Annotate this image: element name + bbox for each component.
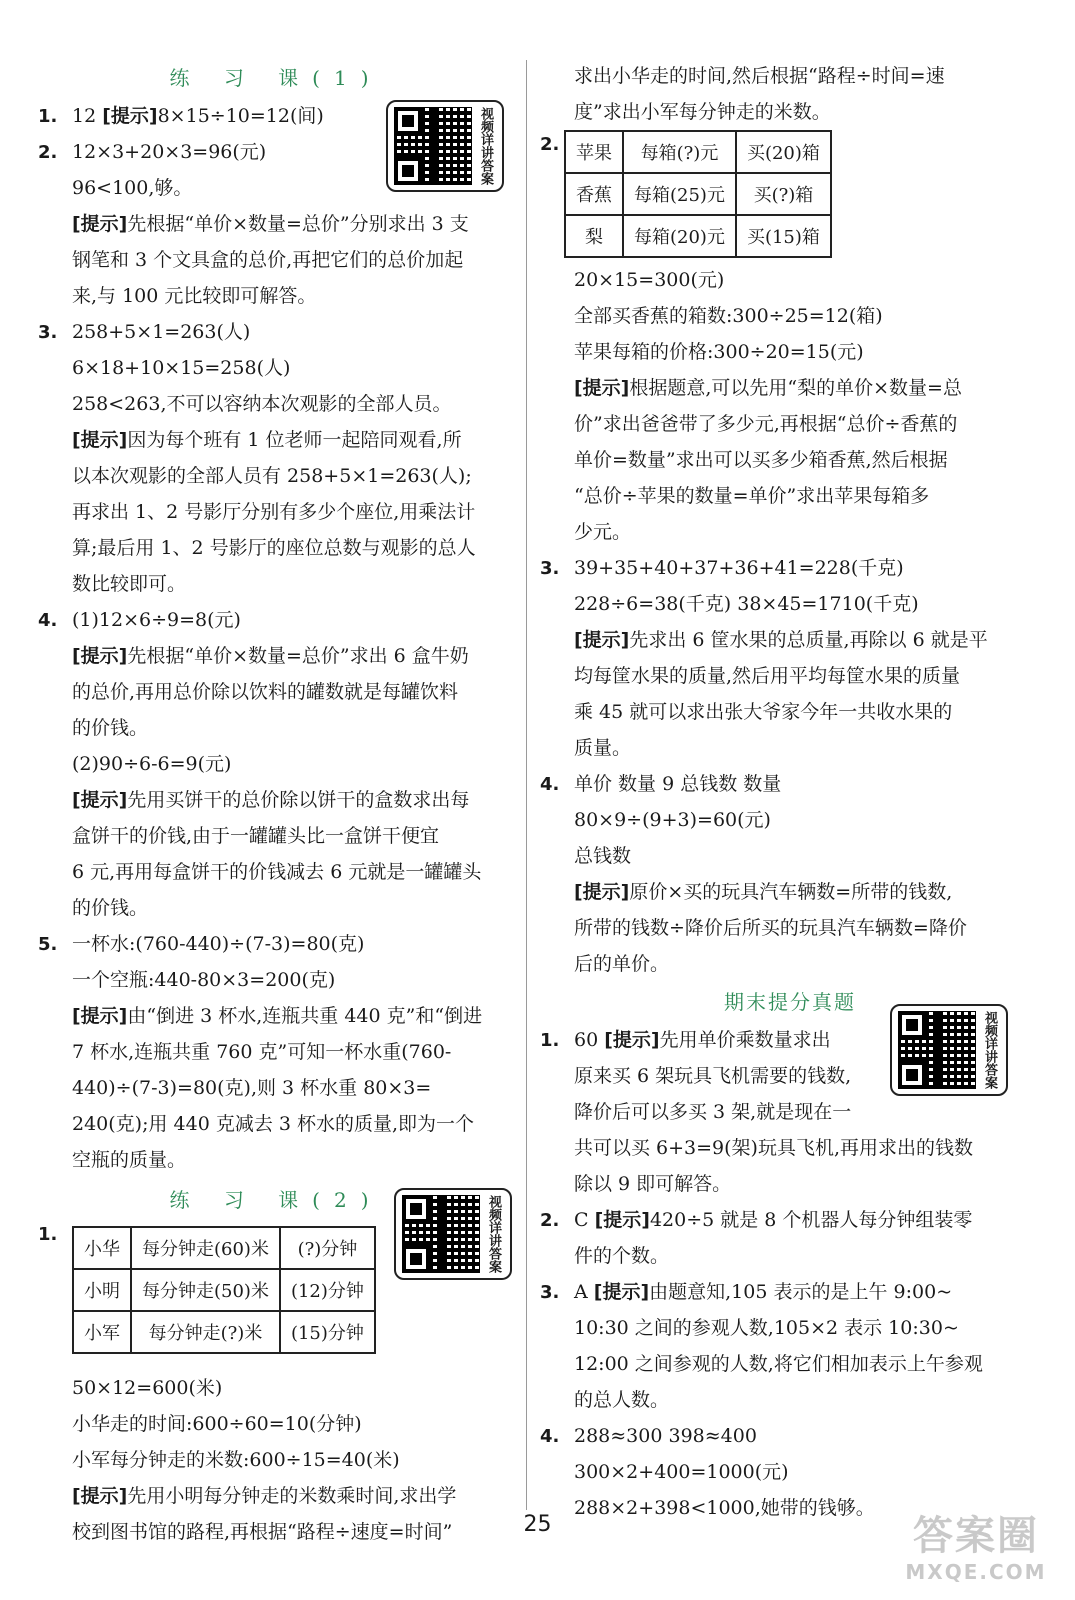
text-line	[38, 890, 514, 926]
text-line	[38, 1442, 514, 1478]
answer-text: A	[574, 1281, 594, 1303]
qr-label: 视频详讲答案	[982, 1011, 997, 1089]
text-line	[540, 1346, 1040, 1382]
hint-label: [提示]	[72, 1485, 128, 1507]
hint-label: [提示]	[72, 429, 128, 451]
answer-text: 后的单价。	[574, 953, 670, 975]
answer-text: 钢笔和 3 个文具盒的总价,再把它们的总价加起	[72, 249, 464, 271]
answer-text: 以本次观影的全部人员有 258+5×1=263(人);	[72, 465, 472, 487]
table-block	[540, 130, 1040, 262]
answer-block	[540, 1022, 1040, 1526]
text-line	[540, 730, 1040, 766]
text-line	[540, 802, 1040, 838]
answer-text: C	[574, 1209, 595, 1231]
text-line	[540, 658, 1040, 694]
answer-text: 单价 数量 9 总钱数 数量	[574, 773, 782, 795]
text-line	[38, 1034, 514, 1070]
section-title: 练 习 课(2)	[169, 1188, 383, 1212]
table-row	[565, 131, 831, 173]
table-cell: (12)分钟	[280, 1269, 375, 1311]
qr-code-icon[interactable]	[890, 1004, 1008, 1096]
text-line	[38, 710, 514, 746]
text-line	[540, 1382, 1040, 1418]
text-line	[38, 278, 514, 314]
text-line	[540, 622, 1040, 658]
column-divider	[526, 60, 527, 1510]
text-line	[540, 1310, 1040, 1346]
question-number: 1.	[38, 1224, 58, 1245]
answer-text: 总钱数	[574, 845, 632, 867]
table-cell: 小华	[73, 1227, 131, 1269]
text-line	[540, 586, 1040, 622]
table-row	[73, 1227, 375, 1269]
hint-label: [提示]	[574, 629, 630, 651]
hint-label: [提示]	[574, 377, 630, 399]
answer-text: 12×3+20×3=96(元)	[72, 141, 267, 163]
table-row	[565, 173, 831, 215]
text-line	[540, 874, 1040, 910]
text-line	[38, 746, 514, 782]
qr-pattern	[394, 107, 472, 185]
text-line	[540, 58, 1040, 94]
question-number: 2.	[540, 134, 560, 155]
text-line	[38, 494, 514, 530]
left-column	[38, 58, 514, 1550]
hint-text: 420÷5 就是 8 个机器人每分钟组装零	[649, 1209, 973, 1231]
answer-text: 共可以买 6+3=9(架)玩具飞机,再用求出的钱数	[574, 1137, 974, 1159]
answer-text: 的总人数。	[574, 1389, 670, 1411]
answer-text: 的价钱。	[72, 717, 149, 739]
table-cell: 买(20)箱	[736, 131, 831, 173]
text-line	[38, 1106, 514, 1142]
answer-text: 一个空瓶:440-80×3=200(克)	[72, 969, 336, 991]
text-line	[38, 926, 514, 962]
answer-text: 均每筐水果的质量,然后用平均每筐水果的质量	[574, 665, 961, 687]
text-line	[540, 94, 1040, 130]
hint-label: [提示]	[72, 213, 128, 235]
question-number: 5.	[38, 934, 58, 955]
watermark-logo	[891, 1512, 1061, 1592]
text-line	[38, 674, 514, 710]
table-cell: 苹果	[565, 131, 623, 173]
answer-text: 全部买香蕉的箱数:300÷25=12(箱)	[574, 305, 883, 327]
answer-text: 所带的钱数÷降价后所买的玩具汽车辆数=降价	[574, 917, 967, 939]
hint-label: [提示]	[72, 645, 128, 667]
answer-text: 240(克);用 440 克减去 3 杯水的质量,即为一个	[72, 1113, 475, 1135]
text-line	[38, 350, 514, 386]
text-line	[38, 206, 514, 242]
text-line	[38, 638, 514, 674]
answer-text: 单价=数量”求出可以买多少箱香蕉,然后根据	[574, 449, 948, 471]
question-number: 2.	[38, 142, 58, 163]
text-line	[540, 334, 1040, 370]
answer-text: 件的个数。	[574, 1245, 670, 1267]
answer-text: 来,与 100 元比较即可解答。	[72, 285, 317, 307]
qr-label: 视频详讲答案	[486, 1195, 501, 1273]
answer-text: 12	[72, 105, 103, 127]
answer-text: (2)90÷6-6=9(元)	[72, 753, 232, 775]
question-number: 4.	[540, 774, 560, 795]
answer-text: 度”求出小军每分钟走的米数。	[574, 101, 831, 123]
text-line	[38, 1142, 514, 1178]
text-line	[540, 1418, 1040, 1454]
hint-text: 先用小明每分钟走的米数乘时间,求出学	[127, 1485, 457, 1507]
answer-text: 的价钱。	[72, 897, 149, 919]
answer-text: 12:00 之间参观的人数,将它们相加表示上午参观	[574, 1353, 983, 1375]
hint-text: 先用单价乘数量求出	[659, 1029, 831, 1051]
text-line	[540, 910, 1040, 946]
text-line	[540, 694, 1040, 730]
watermark-url: MXQE.COM	[905, 1560, 1047, 1584]
answer-text: (1)12×6÷9=8(元)	[72, 609, 241, 631]
question-number: 1.	[38, 106, 58, 127]
text-line	[38, 1478, 514, 1514]
hint-text: 先根据“单价×数量=总价”求出 6 盒牛奶	[127, 645, 469, 667]
answer-text: 39+35+40+37+36+41=228(千克)	[574, 557, 904, 579]
text-line	[38, 602, 514, 638]
table-row	[565, 215, 831, 257]
table-cell: 每分钟走(50)米	[131, 1269, 280, 1311]
text-line	[540, 1166, 1040, 1202]
answer-text: 再求出 1、2 号影厅分别有多少个座位,用乘法计	[72, 501, 476, 523]
hint-text: 原价×买的玩具汽车辆数=所带的钱数,	[629, 881, 953, 903]
table-cell: (?)分钟	[280, 1227, 375, 1269]
answer-text: 288≈300 398≈400	[574, 1425, 757, 1447]
right-column	[540, 58, 1040, 1526]
answer-text: 440)÷(7-3)=80(克),则 3 杯水重 80×3=	[72, 1077, 432, 1099]
text-line	[540, 406, 1040, 442]
text-line	[38, 242, 514, 278]
question-number: 2.	[540, 1210, 560, 1231]
qr-code-icon[interactable]	[386, 100, 504, 192]
answer-text: “总价÷苹果的数量=单价”求出苹果每箱多	[574, 485, 930, 507]
table-cell: 每分钟走(?)米	[131, 1311, 280, 1353]
hint-label: [提示]	[594, 1209, 650, 1231]
text-line	[38, 1370, 514, 1406]
table-cell: 每箱(25)元	[623, 173, 736, 215]
text-line	[540, 1130, 1040, 1166]
text-line	[38, 1406, 514, 1442]
table-cell: 香蕉	[565, 173, 623, 215]
data-table	[564, 130, 832, 258]
text-line	[38, 458, 514, 494]
answer-text: 6 元,再用每盒饼干的价钱减去 6 元就是一罐罐头	[72, 861, 482, 883]
qr-label: 视频详讲答案	[478, 107, 493, 185]
qr-pattern	[898, 1011, 976, 1089]
answer-text: 空瓶的质量。	[72, 1149, 187, 1171]
text-line	[540, 370, 1040, 406]
answer-text: 质量。	[574, 737, 632, 759]
answer-text: 7 杯水,连瓶共重 760 克”可知一杯水重(760-	[72, 1041, 452, 1063]
hint-label: [提示]	[72, 1005, 128, 1027]
section-title: 期末提分真题	[724, 990, 856, 1014]
answer-text: 原来买 6 架玩具飞机需要的钱数,	[574, 1065, 852, 1087]
hint-label: [提示]	[72, 789, 128, 811]
table-cell: 每分钟走(60)米	[131, 1227, 280, 1269]
hint-text: 由“倒进 3 杯水,连瓶共重 440 克”和“倒进	[127, 1005, 483, 1027]
text-line	[38, 782, 514, 818]
text-line	[540, 1202, 1040, 1238]
answer-text: 数比较即可。	[72, 573, 187, 595]
answer-block	[540, 58, 1040, 130]
answer-text: 的总价,再用总价除以饮料的罐数就是每罐饮料	[72, 681, 459, 703]
answer-text: 价”求出爸爸带了多少元,再根据“总价÷香蕉的	[574, 413, 958, 435]
answer-text: 盒饼干的价钱,由于一罐罐头比一盒饼干便宜	[72, 825, 440, 847]
text-line	[540, 550, 1040, 586]
answer-text: 80×9÷(9+3)=60(元)	[574, 809, 771, 831]
text-line	[38, 314, 514, 350]
answer-text: 288×2+398<1000,她带的钱够。	[574, 1497, 875, 1519]
hint-text: 因为每个班有 1 位老师一起陪同观看,所	[127, 429, 462, 451]
hint-label: [提示]	[102, 105, 158, 127]
text-line	[540, 1454, 1040, 1490]
hint-text: 由题意知,105 表示的是上午 9:00~	[649, 1281, 953, 1303]
answer-text: 50×12=600(米)	[72, 1377, 223, 1399]
answer-text: 降价后可以多买 3 架,就是现在一	[574, 1101, 852, 1123]
table-cell: 每箱(?)元	[623, 131, 736, 173]
table-cell: 买(15)箱	[736, 215, 831, 257]
hint-text: 根据题意,可以先用“梨的单价×数量=总	[629, 377, 962, 399]
text-line	[540, 766, 1040, 802]
answer-text: 300×2+400=1000(元)	[574, 1461, 789, 1483]
answer-text: 228÷6=38(千克) 38×45=1710(千克)	[574, 593, 919, 615]
answer-text: 10:30 之间的参观人数,105×2 表示 10:30~	[574, 1317, 959, 1339]
table-cell: (15)分钟	[280, 1311, 375, 1353]
answer-text: 20×15=300(元)	[574, 269, 725, 291]
answer-text: 小军每分钟走的米数:600÷15=40(米)	[72, 1449, 400, 1471]
qr-code-icon[interactable]	[394, 1188, 512, 1280]
table-cell: 梨	[565, 215, 623, 257]
answer-text: 96<100,够。	[72, 177, 193, 199]
answer-text: 258<263,不可以容纳本次观影的全部人员。	[72, 393, 452, 415]
question-number: 4.	[38, 610, 58, 631]
answer-text: 乘 45 就可以求出张大爷家今年一共收水果的	[574, 701, 953, 723]
text-line	[540, 514, 1040, 550]
answer-block	[540, 262, 1040, 982]
text-line	[38, 1070, 514, 1106]
section-title: 练 习 课(1)	[169, 66, 383, 90]
text-line	[38, 422, 514, 458]
answer-text: 6×18+10×15=258(人)	[72, 357, 291, 379]
question-number: 1.	[540, 1030, 560, 1051]
hint-label: [提示]	[604, 1029, 660, 1051]
text-line	[540, 1238, 1040, 1274]
answer-block	[38, 98, 514, 1178]
table-cell: 买(?)箱	[736, 173, 831, 215]
hint-text: 8×15÷10=12(间)	[157, 105, 324, 127]
watermark-text: 答案圈	[913, 1513, 1039, 1559]
text-line	[540, 442, 1040, 478]
table-row	[73, 1269, 375, 1311]
hint-text: 先根据“单价×数量=总价”分别求出 3 支	[127, 213, 469, 235]
page-number: 25	[523, 1512, 552, 1537]
question-number: 4.	[540, 1426, 560, 1447]
text-line	[38, 854, 514, 890]
answer-text: 少元。	[574, 521, 632, 543]
answer-text: 除以 9 即可解答。	[574, 1173, 732, 1195]
answer-text: 一杯水:(760-440)÷(7-3)=80(克)	[72, 933, 365, 955]
hint-label: [提示]	[574, 881, 630, 903]
text-line	[38, 386, 514, 422]
answer-text: 258+5×1=263(人)	[72, 321, 251, 343]
text-line	[540, 838, 1040, 874]
text-line	[540, 1274, 1040, 1310]
answer-text: 60	[574, 1029, 605, 1051]
text-line	[540, 946, 1040, 982]
text-line	[540, 478, 1040, 514]
question-number: 3.	[540, 558, 560, 579]
text-line	[540, 262, 1040, 298]
hint-label: [提示]	[593, 1281, 650, 1303]
text-line	[38, 818, 514, 854]
text-line	[38, 566, 514, 602]
answer-text: 小华走的时间:600÷60=10(分钟)	[72, 1413, 362, 1435]
table-row	[73, 1311, 375, 1353]
answer-text: 求出小华走的时间,然后根据“路程÷时间=速	[574, 65, 945, 87]
qr-pattern	[402, 1195, 480, 1273]
text-line	[38, 962, 514, 998]
question-number: 3.	[540, 1282, 560, 1303]
table-cell: 小明	[73, 1269, 131, 1311]
text-line	[540, 298, 1040, 334]
hint-text: 先求出 6 筐水果的总质量,再除以 6 就是平	[629, 629, 988, 651]
hint-text: 先用买饼干的总价除以饼干的盒数求出每	[127, 789, 470, 811]
text-line	[38, 998, 514, 1034]
table-cell: 每箱(20)元	[623, 215, 736, 257]
table-cell: 小军	[73, 1311, 131, 1353]
text-line	[38, 530, 514, 566]
data-table	[72, 1226, 376, 1354]
question-number: 3.	[38, 322, 58, 343]
answer-text: 苹果每箱的价格:300÷20=15(元)	[574, 341, 864, 363]
answer-text: 算;最后用 1、2 号影厅的座位总数与观影的总人	[72, 537, 476, 559]
answer-text: 校到图书馆的路程,再根据“路程÷速度=时间”	[72, 1521, 453, 1543]
text-line	[540, 1094, 1040, 1130]
